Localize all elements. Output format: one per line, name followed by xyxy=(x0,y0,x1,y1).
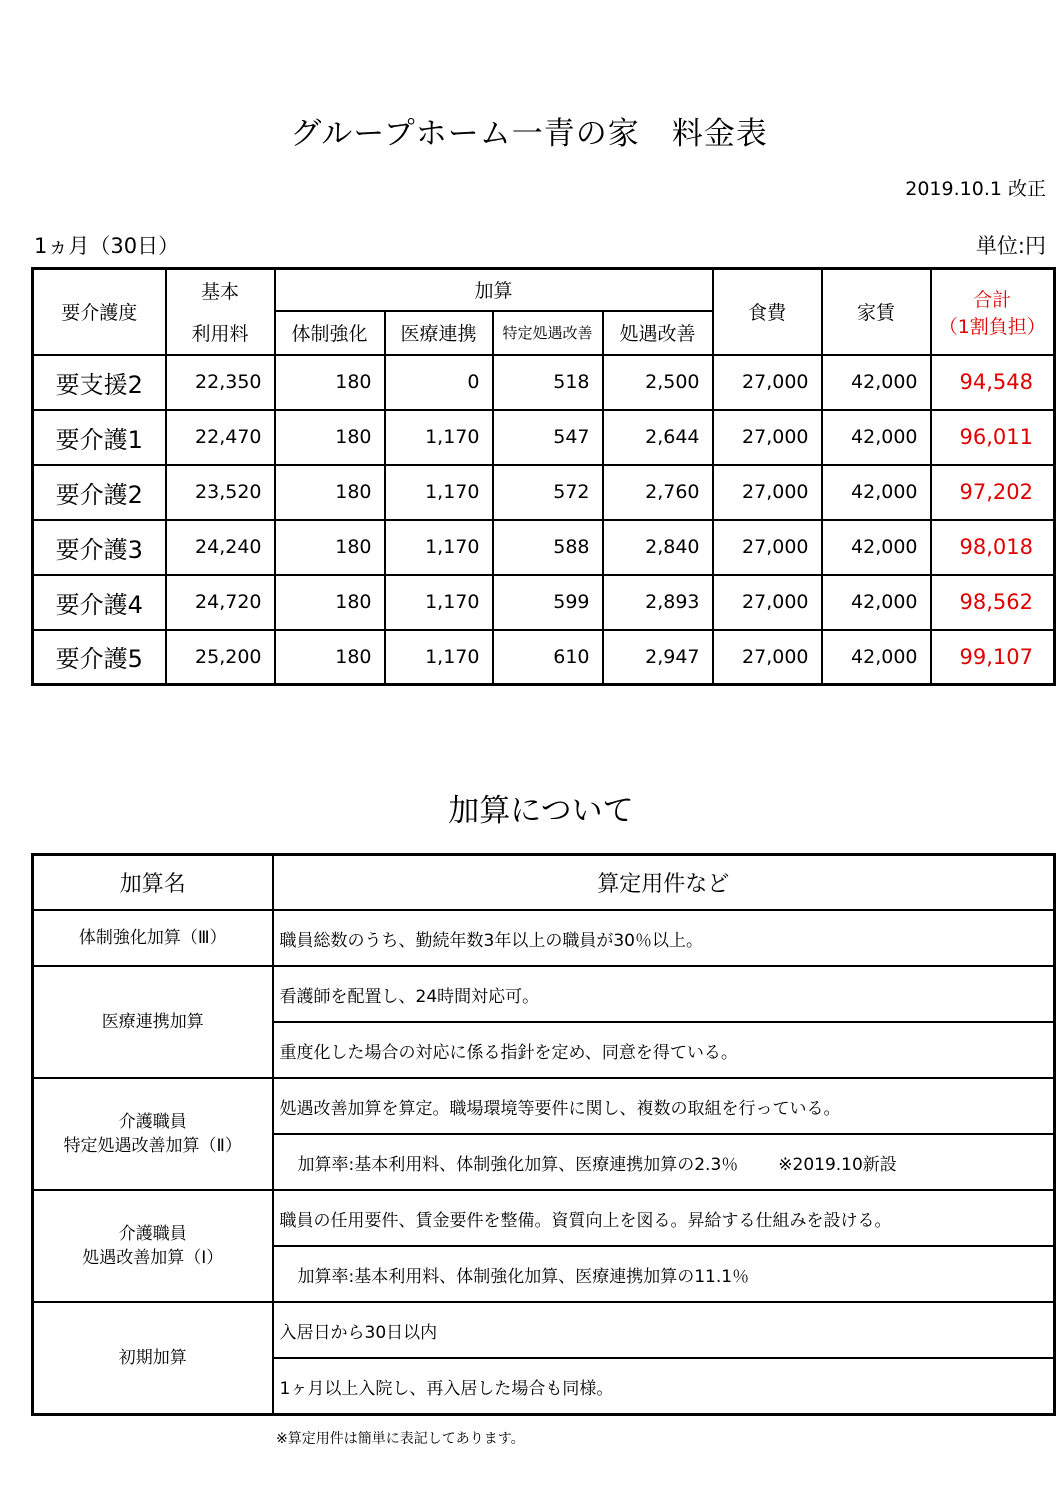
total-cell: 98,018 xyxy=(931,520,1055,575)
total-cell: 97,202 xyxy=(931,465,1055,520)
unit-label: 単位:円 xyxy=(975,234,1046,258)
header-shogu: 処遇改善 xyxy=(603,311,713,355)
basic-fee-cell: 24,240 xyxy=(166,520,275,575)
header-total xyxy=(931,269,1055,355)
rent-cell: 42,000 xyxy=(822,630,931,685)
care-level-cell: 要介護1 xyxy=(33,410,166,465)
header-basic-top: 基本 xyxy=(166,269,275,311)
basic-fee-cell: 22,350 xyxy=(166,355,275,410)
basic-fee-cell: 22,470 xyxy=(166,410,275,465)
header-total-top: 合計 xyxy=(973,288,1012,311)
requirement-cell: 職員の任用要件、賃金要件を整備。資質向上を図る。昇給する仕組みを設ける。 xyxy=(273,1190,1055,1246)
table-row xyxy=(33,520,1055,575)
header-care-level: 要介護度 xyxy=(33,269,166,355)
taisei-cell: 180 xyxy=(275,575,385,630)
header-total-bottom: （1割負担） xyxy=(938,315,1046,338)
tokutei-cell: 588 xyxy=(493,520,603,575)
header-meal: 食費 xyxy=(713,269,822,355)
addition-table xyxy=(31,853,1056,1416)
addition-name-line: 処遇改善加算（Ⅰ） xyxy=(82,1248,224,1268)
addition-name-cell xyxy=(33,966,273,1078)
care-level-cell: 要介護2 xyxy=(33,465,166,520)
basic-fee-cell: 25,200 xyxy=(166,630,275,685)
meal-cell: 27,000 xyxy=(713,465,822,520)
fee-table xyxy=(31,267,1056,686)
header-rent: 家賃 xyxy=(822,269,931,355)
addition-name-line: 体制強化加算（Ⅲ） xyxy=(78,928,227,948)
shogu-cell: 2,500 xyxy=(603,355,713,410)
rent-cell: 42,000 xyxy=(822,355,931,410)
meal-cell: 27,000 xyxy=(713,410,822,465)
period-label: 1ヵ月（30日） xyxy=(34,234,180,258)
table-row xyxy=(33,355,1055,410)
requirement-cell: 重度化した場合の対応に係る指針を定め、同意を得ている。 xyxy=(273,1022,1055,1078)
total-cell: 99,107 xyxy=(931,630,1055,685)
tokutei-cell: 547 xyxy=(493,410,603,465)
footnote: ※算定用件は簡単に表記してあります。 xyxy=(276,1431,525,1447)
shogu-cell: 2,760 xyxy=(603,465,713,520)
tokutei-cell: 610 xyxy=(493,630,603,685)
shogu-cell: 2,840 xyxy=(603,520,713,575)
addition-name-line: 介護職員 xyxy=(118,1224,187,1244)
table-row xyxy=(33,1190,1055,1246)
shogu-cell: 2,644 xyxy=(603,410,713,465)
tokutei-cell: 518 xyxy=(493,355,603,410)
revision-date: 2019.10.1 改正 xyxy=(905,178,1046,200)
addition-name-line: 初期加算 xyxy=(118,1348,187,1368)
care-level-cell: 要介護4 xyxy=(33,575,166,630)
total-cell: 98,562 xyxy=(931,575,1055,630)
addition-name-cell xyxy=(33,1078,273,1190)
table-row xyxy=(33,966,1055,1022)
header-taisei: 体制強化 xyxy=(275,311,385,355)
rate-text: 加算率:基本利用料、体制強化加算、医療連携加算の2.3％ xyxy=(297,1154,739,1175)
header-addition: 加算 xyxy=(275,269,713,311)
requirement-cell: 1ヶ月以上入院し、再入居した場合も同様。 xyxy=(273,1358,1055,1415)
care-level-cell: 要介護3 xyxy=(33,520,166,575)
meal-cell: 27,000 xyxy=(713,520,822,575)
requirement-cell: 加算率:基本利用料、体制強化加算、医療連携加算の11.1％ xyxy=(273,1246,1055,1302)
table-row xyxy=(33,575,1055,630)
care-level-cell: 要支援2 xyxy=(33,355,166,410)
table-row xyxy=(33,410,1055,465)
meal-cell: 27,000 xyxy=(713,355,822,410)
taisei-cell: 180 xyxy=(275,630,385,685)
addition-name-cell xyxy=(33,910,273,966)
meal-cell: 27,000 xyxy=(713,630,822,685)
basic-fee-cell: 24,720 xyxy=(166,575,275,630)
requirement-cell: 入居日から30日以内 xyxy=(273,1302,1055,1358)
iryo-cell: 1,170 xyxy=(385,630,493,685)
requirement-cell xyxy=(273,1134,1055,1190)
new-note: ※2019.10新設 xyxy=(778,1154,897,1175)
care-level-cell: 要介護5 xyxy=(33,630,166,685)
table-row xyxy=(33,465,1055,520)
total-cell: 96,011 xyxy=(931,410,1055,465)
meal-cell: 27,000 xyxy=(713,575,822,630)
requirement-cell: 職員総数のうち、勤続年数3年以上の職員が30％以上。 xyxy=(273,910,1055,966)
table-row xyxy=(33,630,1055,685)
header-addition-name: 加算名 xyxy=(33,855,273,911)
rent-cell: 42,000 xyxy=(822,465,931,520)
taisei-cell: 180 xyxy=(275,410,385,465)
section-title: 加算について xyxy=(448,793,634,829)
header-iryo: 医療連携 xyxy=(385,311,493,355)
taisei-cell: 180 xyxy=(275,520,385,575)
rent-cell: 42,000 xyxy=(822,410,931,465)
total-cell: 94,548 xyxy=(931,355,1055,410)
iryo-cell: 1,170 xyxy=(385,520,493,575)
rent-cell: 42,000 xyxy=(822,575,931,630)
addition-name-cell xyxy=(33,1190,273,1302)
requirement-cell: 処遇改善加算を算定。職場環境等要件に関し、複数の取組を行っている。 xyxy=(273,1078,1055,1134)
taisei-cell: 180 xyxy=(275,465,385,520)
iryo-cell: 1,170 xyxy=(385,465,493,520)
iryo-cell: 0 xyxy=(385,355,493,410)
shogu-cell: 2,947 xyxy=(603,630,713,685)
page-title: グループホーム一青の家 料金表 xyxy=(290,116,768,152)
requirement-cell: 看護師を配置し、24時間対応可。 xyxy=(273,966,1055,1022)
iryo-cell: 1,170 xyxy=(385,410,493,465)
taisei-cell: 180 xyxy=(275,355,385,410)
table-row xyxy=(33,1078,1055,1134)
header-basic-bottom: 利用料 xyxy=(166,311,275,355)
basic-fee-cell: 23,520 xyxy=(166,465,275,520)
addition-name-line: 介護職員 xyxy=(118,1112,187,1132)
table-row xyxy=(33,910,1055,966)
tokutei-cell: 599 xyxy=(493,575,603,630)
addition-name-line: 特定処遇改善加算（Ⅱ） xyxy=(63,1136,242,1156)
fee-table-body xyxy=(33,355,1055,685)
iryo-cell: 1,170 xyxy=(385,575,493,630)
header-requirements: 算定用件など xyxy=(273,855,1055,911)
table-row xyxy=(33,1302,1055,1358)
addition-name-cell xyxy=(33,1302,273,1415)
rent-cell: 42,000 xyxy=(822,520,931,575)
tokutei-cell: 572 xyxy=(493,465,603,520)
addition-name-line: 医療連携加算 xyxy=(101,1012,204,1032)
header-tokutei: 特定処遇改善 xyxy=(493,311,603,355)
shogu-cell: 2,893 xyxy=(603,575,713,630)
